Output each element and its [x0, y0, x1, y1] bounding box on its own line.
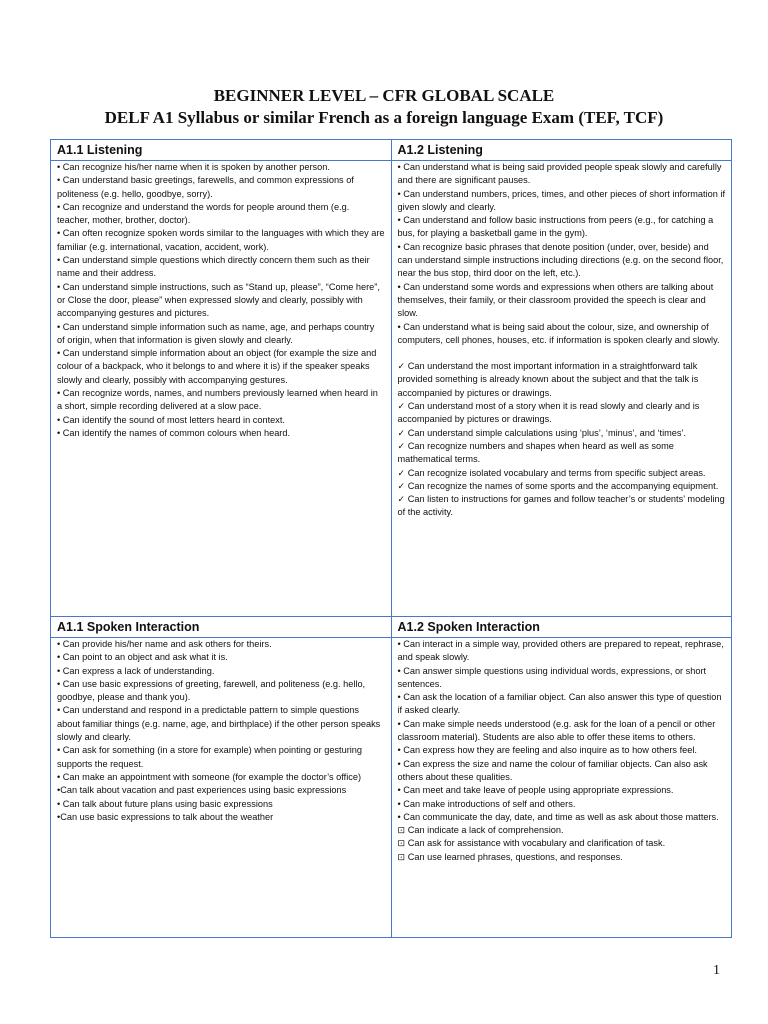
page-number: 1	[713, 963, 720, 978]
list-item: • Can interact in a simple way, provided others are prepared to repeat, rephrase, and speak slowly.	[397, 639, 724, 663]
list-item: • Can make simple needs understood (e.g. ask for the loan of a pencil or other classroom material). Students are also able to offer these items to others.	[397, 718, 716, 743]
listening-body-row	[51, 161, 732, 617]
list-item: • Can understand simple questions which directly concern them such as their name and their address.	[57, 255, 370, 279]
list-item: • Can understand basic greetings, farewells, and common expressions of politeness (e.g. hello, goodbye, sorry).	[57, 175, 354, 199]
a11-spoken-list	[57, 638, 385, 824]
list-item: • Can use basic expressions of greeting, farewell, and politeness (e.g. hello, goodbye, please and thank you).	[57, 678, 366, 703]
a12-listening-heading: A1.2 Listening	[391, 140, 732, 161]
syllabus-table	[50, 139, 732, 938]
check-item: ✓ Can understand simple calculations using ‘plus’, ‘minus’, and ‘times’.	[397, 427, 687, 438]
list-item: • Can recognize and understand the words for people around them (e.g. teacher, mother, brother, doctor).	[57, 201, 350, 226]
list-item: • Can understand and respond in a predictable pattern to simple questions about familiar things (e.g. name, age, and birthplace) if the other person speaks slowly and clearly.	[57, 705, 381, 743]
list-item: • Can understand what is being said about the colour, size, and ownership of computers, cell phones, houses, etc. if information is spoken clearly and slowly.	[397, 321, 720, 345]
list-item: • Can recognize his/her name when it is spoken by another person.	[57, 162, 330, 172]
list-item: • Can express how they are feeling and also inquire as to how others feel.	[397, 745, 697, 756]
list-item: • Can identify the names of common colours when heard.	[57, 427, 291, 438]
list-item: • Can understand simple instructions, such as “Stand up, please”, “Come here”, or Close the door, please” when expressed slowly and clearly, possibly with accompanying gestures and pictures.	[57, 281, 380, 319]
list-item: • Can ask the location of a familiar object. Can also answer this type of question if asked clearly.	[397, 692, 722, 716]
listening-heading-row	[51, 140, 732, 161]
list-item: • Can make introductions of self and others.	[397, 798, 576, 809]
check-item: ✓ Can listen to instructions for games and follow teacher’s or students’ modeling of the activity.	[397, 494, 725, 518]
a11-listening-heading: A1.1 Listening	[51, 140, 392, 161]
list-item: ⊡ Can indicate a lack of comprehension.	[397, 825, 564, 836]
spoken-heading-row	[51, 617, 732, 638]
a12-spoken-cell	[391, 638, 732, 938]
list-item: • Can understand and follow basic instructions from peers (e.g., for catching a bus, for playing a basketball game in the gym).	[397, 215, 714, 239]
a11-listening-list	[57, 161, 385, 440]
list-item: • Can recognize words, names, and numbers previously learned when heard in a short, simple recording delivered at a slow pace.	[57, 388, 378, 412]
list-item: • Can communicate the day, date, and time as well as ask about those matters.	[397, 811, 719, 822]
check-item: ✓ Can recognize numbers and shapes when heard as well as some mathematical terms.	[397, 440, 674, 465]
list-item: • Can meet and take leave of people using appropriate expressions.	[397, 785, 674, 796]
list-item: • Can understand simple information such as name, age, and perhaps country of origin, when that information is given slowly and clearly.	[57, 321, 375, 345]
list-item: • Can point to an object and ask what it is.	[57, 652, 228, 663]
a12-listening-list	[398, 161, 726, 347]
list-item: • Can answer simple questions using individual words, expressions, or short sentences.	[397, 665, 707, 689]
list-item: • Can express a lack of understanding.	[57, 665, 215, 676]
check-item: ✓ Can understand the most important information in a straightforward talk provided something is already known about the subject and that the talk is accompanied by pictures or drawings.	[397, 361, 699, 398]
document-title: BEGINNER LEVEL – CFR GLOBAL SCALE	[213, 86, 555, 105]
list-item: •Can use basic expressions to talk about the weather	[57, 811, 274, 822]
list-item: • Can understand some words and expressions when others are talking about themselves, their family, or their classroom provided the speech is clear and slow.	[397, 281, 714, 319]
document-subtitle: DELF A1 Syllabus or similar French as a foreign language Exam (TEF, TCF)	[104, 108, 664, 127]
list-item: ⊡ Can ask for assistance with vocabulary and clarification of task.	[397, 838, 666, 849]
a12-listening-cell	[391, 161, 732, 617]
a12-spoken-heading: A1.2 Spoken Interaction	[391, 617, 732, 638]
list-item: • Can understand simple information about an object (for example the size and colour of a backpack, who it belongs to and where it is) if the speaker speaks slowly and clearly, possibly with accompanying gestures.	[57, 348, 377, 385]
a11-spoken-cell	[51, 638, 392, 938]
list-item: • Can understand what is being said provided people speak slowly and carefully and there are significant pauses.	[397, 162, 722, 186]
spoken-body-row	[51, 638, 732, 938]
a11-listening-cell	[51, 161, 392, 617]
check-item: ✓ Can recognize isolated vocabulary and terms from specific subject areas.	[397, 467, 706, 478]
list-item: • Can make an appointment with someone (for example the doctor’s office)	[57, 771, 362, 782]
list-item: •Can talk about vacation and past experiences using basic expressions	[57, 785, 347, 796]
a12-listening-checklist	[398, 360, 726, 520]
check-item: ✓ Can understand most of a story when it is read slowly and clearly and is accompanied by pictures or drawings.	[397, 401, 700, 425]
a12-spoken-list	[398, 638, 726, 864]
list-item: • Can express the size and name the colour of familiar objects. Can also ask others about these qualities.	[397, 758, 708, 782]
list-item: ⊡ Can use learned phrases, questions, and responses.	[397, 851, 623, 862]
list-item: • Can provide his/her name and ask others for theirs.	[57, 639, 272, 649]
list-item: • Can understand numbers, prices, times, and other pieces of short information if given slowly and clearly.	[397, 188, 725, 212]
list-item: • Can ask for something (in a store for example) when pointing or gesturing supports the request.	[57, 745, 363, 769]
a11-spoken-heading: A1.1 Spoken Interaction	[51, 617, 392, 638]
list-item: • Can talk about future plans using basic expressions	[57, 798, 273, 809]
list-item: • Can identify the sound of most letters heard in context.	[57, 414, 285, 425]
check-item: ✓ Can recognize the names of some sports and the accompanying equipment.	[397, 480, 719, 491]
list-item: • Can often recognize spoken words similar to the languages with which they are familiar (e.g. international, vacation, accident, work).	[57, 228, 385, 252]
list-item: • Can recognize basic phrases that denote position (under, over, beside) and can understand simple instructions including directions (e.g. on the second floor, near the bus stop, third door on the left, etc.).	[397, 241, 724, 279]
